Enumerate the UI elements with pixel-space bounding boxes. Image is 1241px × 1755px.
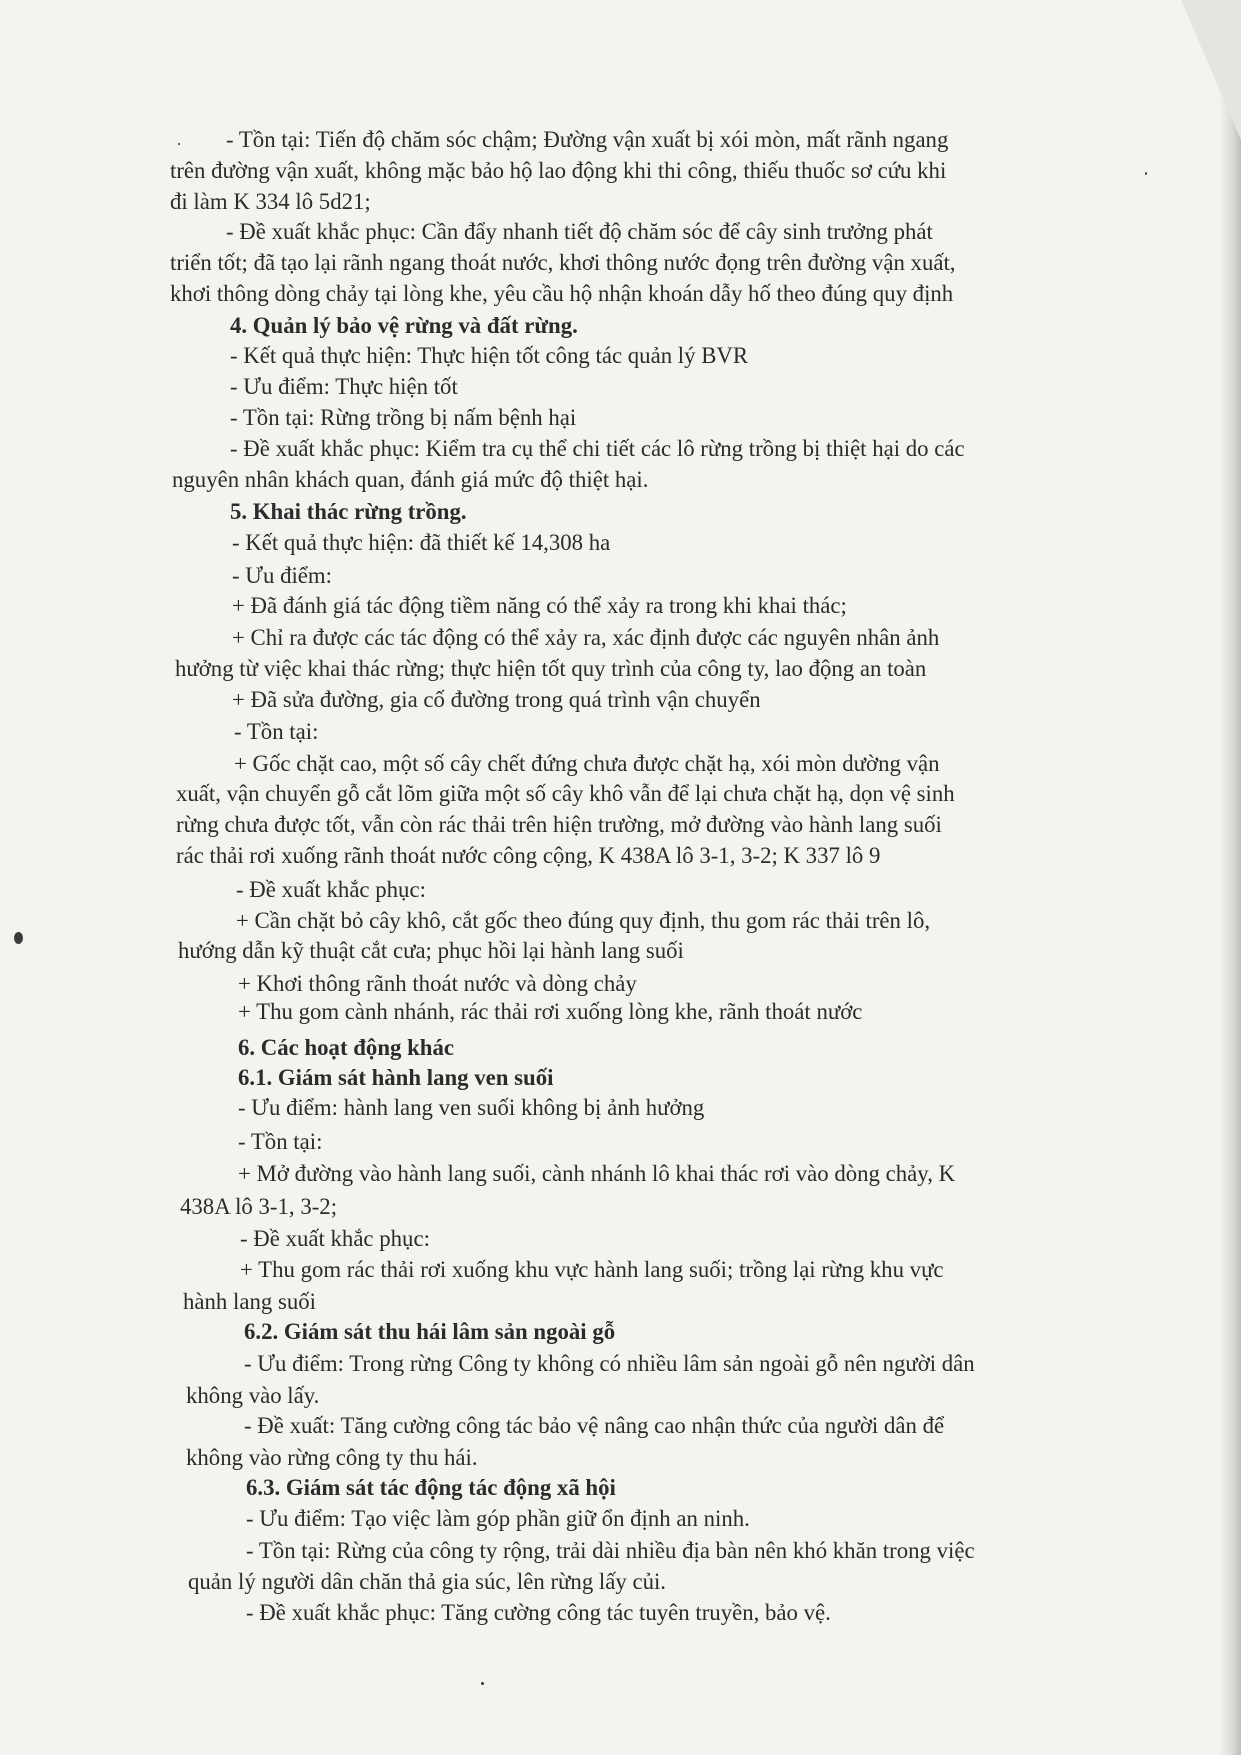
text-line: + Thu gom rác thải rơi xuống khu vực hành lang suối; trồng lại rừng khu vực — [240, 1257, 944, 1282]
text-line: + Đã đánh giá tác động tiềm năng có thể xảy ra trong khi khai thác; — [232, 593, 847, 618]
scan-speck — [178, 143, 180, 145]
text-line: hưởng từ việc khai thác rừng; thực hiện tốt quy trình của công ty, lao động an toàn — [175, 656, 927, 681]
section-heading: 6.3. Giám sát tác động tác động xã hội — [246, 1475, 616, 1500]
text-line: - Tồn tại: Rừng của công ty rộng, trải dài nhiều địa bàn nên khó khăn trong việc — [246, 1538, 975, 1563]
page-corner-fold — [1181, 0, 1241, 140]
section-heading: 6. Các hoạt động khác — [238, 1035, 454, 1060]
text-line: - Ưu điểm: Thực hiện tốt — [230, 374, 458, 399]
text-line: - Ưu điểm: Trong rừng Công ty không có nhiều lâm sản ngoài gỗ nên người dân — [244, 1351, 975, 1376]
text-line: rừng chưa được tốt, vẫn còn rác thải trên hiện trường, mở đường vào hành lang suối — [176, 812, 942, 837]
section-heading: 5. Khai thác rừng trồng. — [230, 499, 467, 524]
text-line: - Ưu điểm: hành lang ven suối không bị ảnh hưởng — [238, 1095, 705, 1120]
text-line: không vào lấy. — [186, 1383, 320, 1408]
scan-speck — [481, 1682, 484, 1685]
text-line: - Ưu điểm: — [232, 563, 332, 588]
text-line: hành lang suối — [183, 1289, 316, 1314]
scan-speck — [1145, 172, 1147, 175]
text-line: - Tồn tại: Rừng trồng bị nấm bệnh hại — [230, 405, 577, 430]
text-line: - Tồn tại: — [234, 719, 319, 744]
text-line: - Đề xuất khắc phục: — [236, 877, 426, 902]
page-edge-shadow — [1219, 0, 1241, 1755]
text-line: + Đã sửa đường, gia cố đường trong quá trình vận chuyển — [232, 687, 761, 712]
text-line: - Kết quả thực hiện: đã thiết kế 14,308 ha — [232, 530, 611, 555]
text-line: hướng dẫn kỹ thuật cắt cưa; phục hồi lại hành lang suối — [178, 938, 684, 963]
text-line: - Đề xuất khắc phục: Tăng cường công tác tuyên truyền, bảo vệ. — [246, 1600, 831, 1625]
text-line: - Ưu điểm: Tạo việc làm góp phần giữ ổn định an ninh. — [246, 1506, 750, 1531]
section-heading: 6.1. Giám sát hành lang ven suối — [238, 1065, 554, 1090]
text-line: khơi thông dòng chảy tại lòng khe, yêu cầu hộ nhận khoán dẫy hố theo đúng quy định — [170, 281, 954, 306]
section-heading: 6.2. Giám sát thu hái lâm sản ngoài gỗ — [244, 1319, 616, 1344]
text-line: - Đề xuất: Tăng cường công tác bảo vệ nâng cao nhận thức của người dân để — [244, 1413, 945, 1438]
section-heading: 4. Quản lý bảo vệ rừng và đất rừng. — [230, 313, 578, 338]
text-line: trên đường vận xuất, không mặc bảo hộ lao động khi thi công, thiếu thuốc sơ cứu khi — [170, 158, 947, 183]
text-line: triển tốt; đã tạo lại rãnh ngang thoát nước, khơi thông nước đọng trên đường vận xuất, — [170, 250, 956, 275]
text-line: - Đề xuất khắc phục: Kiểm tra cụ thể chi tiết các lô rừng trồng bị thiệt hại do các — [230, 436, 965, 461]
text-line: + Gốc chặt cao, một số cây chết đứng chưa được chặt hạ, xói mòn dường vận — [234, 751, 940, 776]
text-line: + Khơi thông rãnh thoát nước và dòng chảy — [238, 971, 637, 996]
text-line: - Tồn tại: Tiến độ chăm sóc chậm; Đường vận xuất bị xói mòn, mất rãnh ngang — [226, 127, 949, 152]
text-line: - Kết quả thực hiện: Thực hiện tốt công tác quản lý BVR — [230, 343, 749, 368]
text-line: không vào rừng công ty thu hái. — [186, 1445, 478, 1470]
text-line: - Tồn tại: — [238, 1129, 323, 1154]
text-line: + Cần chặt bỏ cây khô, cắt gốc theo đúng quy định, thu gom rác thải trên lô, — [236, 908, 931, 933]
scan-speck — [14, 932, 23, 944]
text-line: - Đề xuất khắc phục: Cần đẩy nhanh tiết độ chăm sóc để cây sinh trưởng phát — [226, 219, 933, 244]
text-line: + Mở đường vào hành lang suối, cành nhánh lô khai thác rơi vào dòng chảy, K — [238, 1161, 956, 1186]
text-line: - Đề xuất khắc phục: — [240, 1226, 430, 1251]
text-line: quản lý người dân chăn thả gia súc, lên rừng lấy củi. — [188, 1569, 667, 1594]
text-line: + Thu gom cành nhánh, rác thải rơi xuống lòng khe, rãnh thoát nước — [238, 999, 863, 1024]
text-line: xuất, vận chuyển gỗ cắt lõm giữa một số cây khô vẫn để lại chưa chặt hạ, dọn vệ sinh — [176, 781, 955, 806]
text-line: rác thải rơi xuống rãnh thoát nước công cộng, K 438A lô 3-1, 3-2; K 337 lô 9 — [176, 843, 881, 868]
text-line: đi làm K 334 lô 5d21; — [170, 189, 371, 214]
text-line: nguyên nhân khách quan, đánh giá mức độ thiệt hại. — [172, 467, 649, 492]
text-line: 438A lô 3-1, 3-2; — [180, 1194, 338, 1219]
text-line: + Chỉ ra được các tác động có thể xảy ra, xác định được các nguyên nhân ảnh — [232, 625, 940, 650]
